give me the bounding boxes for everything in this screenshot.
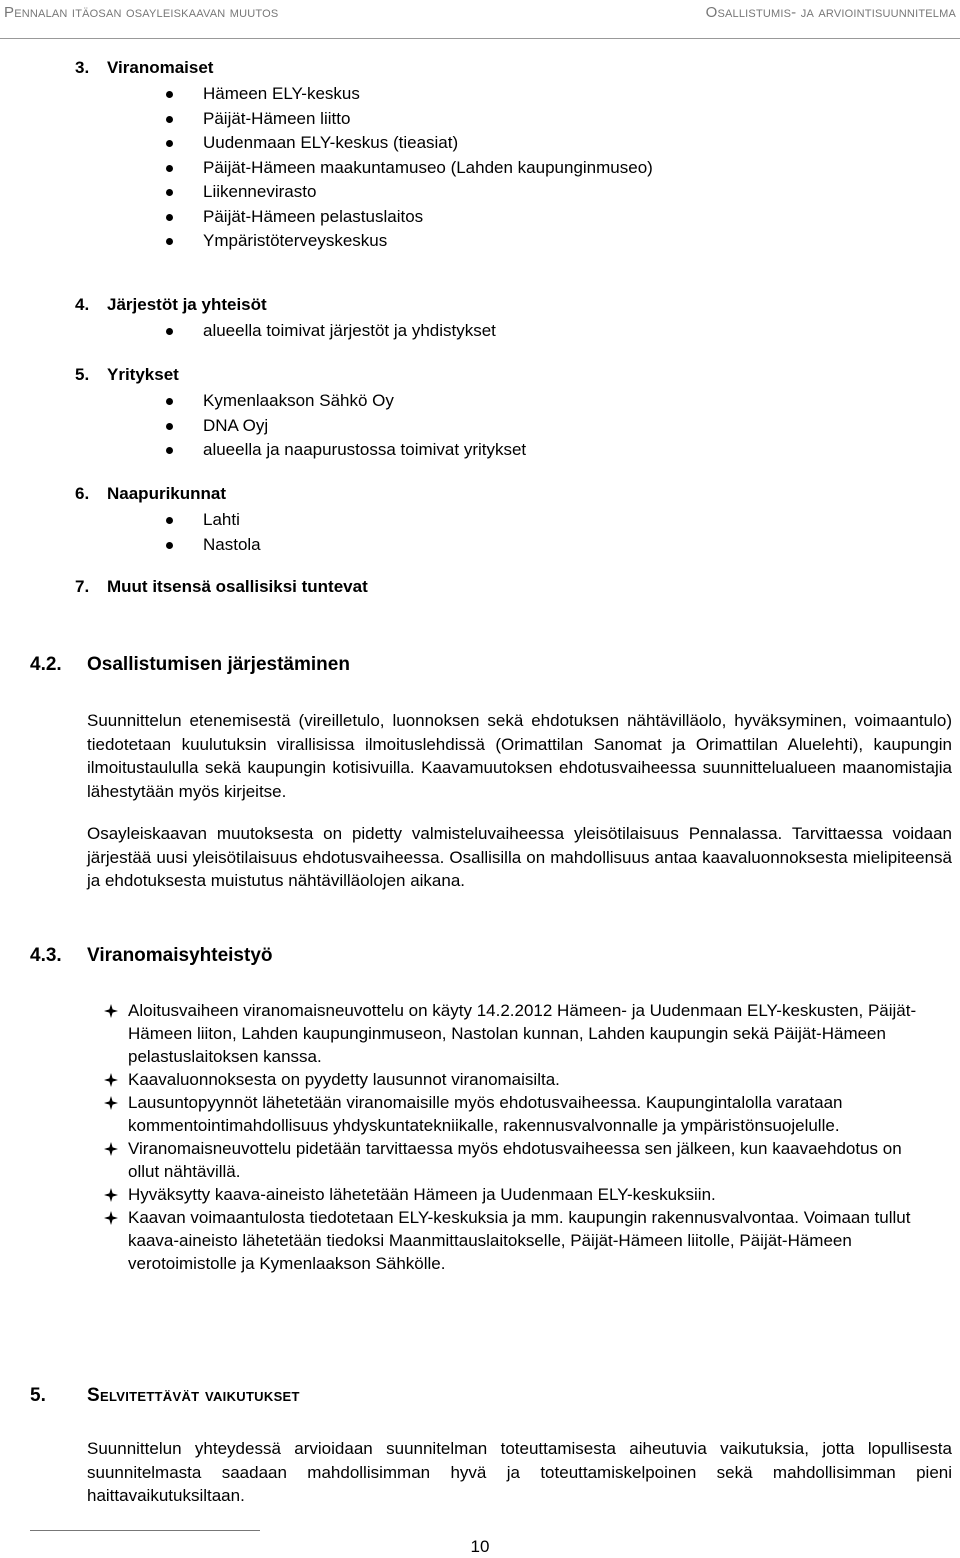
group-heading-yritykset: 5. Yritykset — [75, 365, 179, 384]
group-heading-muut: 7. Muut itsensä osallisiksi tuntevat — [75, 577, 368, 596]
list-item: Nastola — [0, 533, 261, 558]
diamond-bullet-icon — [104, 1004, 118, 1018]
list-item: Lausuntopyynnöt lähetetään viranomaisille myös ehdotusvaiheessa. Kaupungintalolla varataan kommentointimahdollisuus yhdyskuntatekniikalle, rakennusvalvonnalle ja ympäristönsuojelulle. — [0, 1091, 925, 1137]
page-header — [0, 0, 960, 28]
diamond-bullet-icon — [104, 1188, 118, 1202]
page-number: 10 — [470, 1537, 490, 1556]
list-item: alueella toimivat järjestöt ja yhdistykset — [0, 319, 496, 344]
header-document-title: Pennalan itäosan osayleiskaavan muutos — [4, 4, 279, 21]
list-item: alueella ja naapurustossa toimivat yritykset — [0, 438, 526, 463]
section-heading-osallistuminen: 4.2. Osallistumisen järjestäminen — [30, 654, 350, 675]
list-item: Hämeen ELY-keskus — [0, 82, 653, 107]
list-jarjestot — [0, 319, 496, 344]
list-yritykset — [0, 389, 526, 463]
group-heading-viranomaiset: 3. Viranomaiset — [75, 58, 214, 77]
list-item: Uudenmaan ELY-keskus (tieasiat) — [0, 131, 653, 156]
list-naapurikunnat — [0, 508, 261, 557]
group-heading-jarjestot: 4. Järjestöt ja yhteisöt — [75, 295, 267, 314]
paragraph-yleisotilaisuus: Osayleiskaavan muutoksesta on pidetty valmisteluvaiheessa yleisötilaisuus Pennalassa. Tarvittaessa voidaan järjestää uusi yleisötilaisuus ehdotusvaiheessa. Osallisilla on mahdollisuus antaa kaavaluonnoksesta mielipiteensä ja ehdotuksesta muistutus nähtävilläolojen aikana. — [87, 824, 952, 891]
diamond-bullet-icon — [104, 1073, 118, 1087]
list-item: Hyväksytty kaava-aineisto lähetetään Hämeen ja Uudenmaan ELY-keskuksiin. — [0, 1183, 925, 1206]
header-divider — [0, 38, 960, 39]
diamond-bullet-icon — [104, 1211, 118, 1225]
list-item: Päijät-Hämeen maakuntamuseo (Lahden kaupunginmuseo) — [0, 156, 653, 181]
list-item: Viranomaisneuvottelu pidetään tarvittaessa myös ehdotusvaiheessa sen jälkeen, kun kaavaehdotus on ollut nähtävillä. — [0, 1137, 925, 1183]
list-item: Liikennevirasto — [0, 180, 653, 205]
list-item: Lahti — [0, 508, 261, 533]
paragraph-tiedottaminen: Suunnittelun etenemisestä (vireilletulo, luonnoksen sekä ehdotuksen nähtävilläolo, hyväksyminen, voimaantulo) tiedotetaan kuulutuksin virallisissa ilmoituslehdissä (Orimattilan Sanomat ja Orimattilan Aluelehti), kaupungin ilmoitustaululla sekä kaupungin kotisivuilla. Kaavamuutoksen ehdotusvaiheessa suunnittelualueen maanomistajia lähestytään myös kirjeitse. — [87, 711, 952, 801]
chapter-heading-vaikutukset: 5. Selvitettävät vaikutukset — [30, 1385, 300, 1406]
list-viranomaiset — [0, 82, 653, 254]
header-document-type: Osallistumis- ja arviointisuunnitelma — [705, 4, 956, 21]
section-heading-viranomaisyhteistyo: 4.3. Viranomaisyhteistyö — [30, 945, 273, 966]
diamond-bullet-icon — [104, 1142, 118, 1156]
list-item: Ympäristöterveyskeskus — [0, 229, 653, 254]
list-item: Aloitusvaiheen viranomaisneuvottelu on käyty 14.2.2012 Hämeen- ja Uudenmaan ELY-keskusten, Päijät-Hämeen liiton, Lahden kaupunginmuseon, Nastolan kunnan, Lahden kaupungin sekä Päijät-Hämeen pelastuslaitoksen kanssa. — [0, 999, 925, 1068]
diamond-bullet-icon — [104, 1096, 118, 1110]
list-item: Kaavaluonnoksesta on pyydetty lausunnot viranomaisilta. — [0, 1068, 925, 1091]
footer-divider — [30, 1530, 260, 1531]
list-item: Päijät-Hämeen liitto — [0, 107, 653, 132]
paragraph-vaikutukset: Suunnittelun yhteydessä arvioidaan suunnitelman toteuttamisesta aiheutuvia vaikutuksia, jotta lopullisesta suunnitelmasta saadaan mahdollisimman hyvä ja toteuttamiskelpoinen sekä mahdollisimman pieni haittavaikutuksiltaan. — [87, 1439, 952, 1506]
list-viranomaisyhteistyo — [0, 999, 960, 1275]
group-heading-naapurikunnat: 6. Naapurikunnat — [75, 484, 227, 503]
list-item: Päijät-Hämeen pelastuslaitos — [0, 205, 653, 230]
list-item: DNA Oyj — [0, 414, 526, 439]
list-item: Kaavan voimaantulosta tiedotetaan ELY-keskuksia ja mm. kaupungin rakennusvalvontaa. Voimaan tullut kaava-aineisto lähetetään tiedoksi Maanmittauslaitokselle, Päijät-Hämeen liitolle, Päijät-Hämeen verotoimistolle ja Kymenlaakson Sähkölle. — [0, 1206, 925, 1275]
list-item: Kymenlaakson Sähkö Oy — [0, 389, 526, 414]
